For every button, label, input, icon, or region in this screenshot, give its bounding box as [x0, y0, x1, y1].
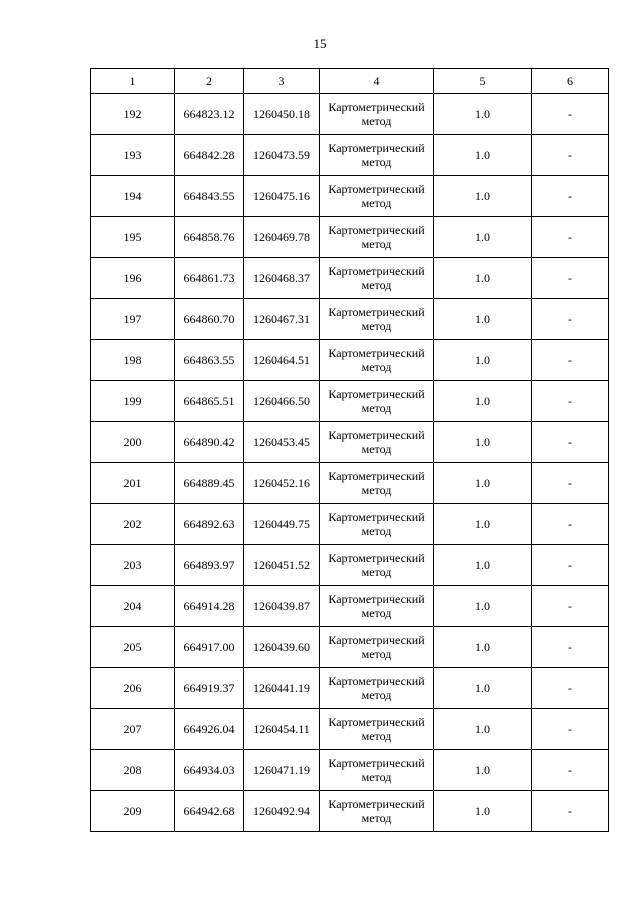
- x-coordinate-cell: 664865.51: [175, 381, 244, 422]
- table-row: [91, 217, 609, 258]
- method-line-2: метод: [361, 319, 392, 333]
- note-cell: -: [532, 94, 609, 135]
- y-coordinate-cell: 1260469.78: [244, 217, 320, 258]
- method-cell: [320, 135, 434, 176]
- y-coordinate-cell: 1260452.16: [244, 463, 320, 504]
- method-cell: [320, 299, 434, 340]
- method-line-1: Картометрический: [328, 797, 425, 811]
- accuracy-cell: 1.0: [434, 668, 532, 709]
- y-coordinate-cell: 1260468.37: [244, 258, 320, 299]
- accuracy-cell: 1.0: [434, 750, 532, 791]
- method-line-1: Картометрический: [328, 551, 425, 565]
- point-number-cell: 207: [91, 709, 175, 750]
- note-cell: -: [532, 627, 609, 668]
- method-line-1: Картометрический: [328, 756, 425, 770]
- method-line-1: Картометрический: [328, 305, 425, 319]
- point-number-cell: 206: [91, 668, 175, 709]
- x-coordinate-cell: 664860.70: [175, 299, 244, 340]
- table-row: [91, 586, 609, 627]
- method-cell: [320, 422, 434, 463]
- accuracy-cell: 1.0: [434, 709, 532, 750]
- method-line-1: Картометрический: [328, 346, 425, 360]
- accuracy-cell: 1.0: [434, 791, 532, 832]
- table-row: [91, 340, 609, 381]
- y-coordinate-cell: 1260492.94: [244, 791, 320, 832]
- note-cell: -: [532, 135, 609, 176]
- x-coordinate-cell: 664843.55: [175, 176, 244, 217]
- method-cell: [320, 709, 434, 750]
- method-cell: [320, 750, 434, 791]
- accuracy-cell: 1.0: [434, 340, 532, 381]
- point-number-cell: 199: [91, 381, 175, 422]
- y-coordinate-cell: 1260439.87: [244, 586, 320, 627]
- x-coordinate-cell: 664892.63: [175, 504, 244, 545]
- method-cell: [320, 258, 434, 299]
- note-cell: -: [532, 422, 609, 463]
- x-coordinate-cell: 664858.76: [175, 217, 244, 258]
- note-cell: -: [532, 258, 609, 299]
- accuracy-cell: 1.0: [434, 94, 532, 135]
- note-cell: -: [532, 381, 609, 422]
- accuracy-cell: 1.0: [434, 258, 532, 299]
- method-line-1: Картометрический: [328, 633, 425, 647]
- table-row: [91, 504, 609, 545]
- point-number-cell: 200: [91, 422, 175, 463]
- x-coordinate-cell: 664893.97: [175, 545, 244, 586]
- y-coordinate-cell: 1260454.11: [244, 709, 320, 750]
- x-coordinate-cell: 664919.37: [175, 668, 244, 709]
- table-row: [91, 176, 609, 217]
- method-cell: [320, 176, 434, 217]
- method-line-1: Картометрический: [328, 264, 425, 278]
- table-row: [91, 258, 609, 299]
- method-line-2: метод: [361, 565, 392, 579]
- y-coordinate-cell: 1260439.60: [244, 627, 320, 668]
- point-number-cell: 197: [91, 299, 175, 340]
- note-cell: -: [532, 791, 609, 832]
- point-number-cell: 202: [91, 504, 175, 545]
- method-line-2: метод: [361, 114, 392, 128]
- point-number-cell: 208: [91, 750, 175, 791]
- method-line-1: Картометрический: [328, 223, 425, 237]
- method-line-2: метод: [361, 729, 392, 743]
- page-number: 15: [313, 36, 327, 51]
- table-row: [91, 299, 609, 340]
- method-line-1: Картометрический: [328, 182, 425, 196]
- note-cell: -: [532, 340, 609, 381]
- method-line-1: Картометрический: [328, 674, 425, 688]
- method-line-1: Картометрический: [328, 141, 425, 155]
- point-number-cell: 193: [91, 135, 175, 176]
- accuracy-cell: 1.0: [434, 463, 532, 504]
- column-header: 4: [320, 69, 434, 94]
- accuracy-cell: 1.0: [434, 586, 532, 627]
- method-line-2: метод: [361, 606, 392, 620]
- method-line-2: метод: [361, 811, 392, 825]
- note-cell: -: [532, 176, 609, 217]
- accuracy-cell: 1.0: [434, 381, 532, 422]
- note-cell: -: [532, 217, 609, 258]
- point-number-cell: 204: [91, 586, 175, 627]
- accuracy-cell: 1.0: [434, 545, 532, 586]
- method-line-2: метод: [361, 770, 392, 784]
- point-number-cell: 209: [91, 791, 175, 832]
- method-cell: [320, 586, 434, 627]
- point-number-cell: 198: [91, 340, 175, 381]
- method-line-1: Картометрический: [328, 715, 425, 729]
- point-number-cell: 195: [91, 217, 175, 258]
- note-cell: -: [532, 463, 609, 504]
- table-row: [91, 545, 609, 586]
- note-cell: -: [532, 504, 609, 545]
- method-cell: [320, 791, 434, 832]
- accuracy-cell: 1.0: [434, 176, 532, 217]
- table-row: [91, 791, 609, 832]
- note-cell: -: [532, 750, 609, 791]
- y-coordinate-cell: 1260464.51: [244, 340, 320, 381]
- point-number-cell: 192: [91, 94, 175, 135]
- column-header: 2: [175, 69, 244, 94]
- table-row: [91, 627, 609, 668]
- y-coordinate-cell: 1260466.50: [244, 381, 320, 422]
- y-coordinate-cell: 1260471.19: [244, 750, 320, 791]
- x-coordinate-cell: 664942.68: [175, 791, 244, 832]
- accuracy-cell: 1.0: [434, 422, 532, 463]
- table-row: [91, 668, 609, 709]
- y-coordinate-cell: 1260453.45: [244, 422, 320, 463]
- x-coordinate-cell: 664917.00: [175, 627, 244, 668]
- method-line-2: метод: [361, 524, 392, 538]
- column-header: 1: [91, 69, 175, 94]
- method-line-2: метод: [361, 647, 392, 661]
- accuracy-cell: 1.0: [434, 135, 532, 176]
- method-line-2: метод: [361, 155, 392, 169]
- point-number-cell: 194: [91, 176, 175, 217]
- method-cell: [320, 627, 434, 668]
- table-row: [91, 750, 609, 791]
- method-line-2: метод: [361, 196, 392, 210]
- x-coordinate-cell: 664926.04: [175, 709, 244, 750]
- note-cell: -: [532, 586, 609, 627]
- x-coordinate-cell: 664914.28: [175, 586, 244, 627]
- method-line-2: метод: [361, 442, 392, 456]
- point-number-cell: 196: [91, 258, 175, 299]
- method-cell: [320, 340, 434, 381]
- method-cell: [320, 217, 434, 258]
- note-cell: -: [532, 709, 609, 750]
- y-coordinate-cell: 1260441.19: [244, 668, 320, 709]
- note-cell: -: [532, 545, 609, 586]
- x-coordinate-cell: 664861.73: [175, 258, 244, 299]
- method-line-2: метод: [361, 278, 392, 292]
- accuracy-cell: 1.0: [434, 299, 532, 340]
- y-coordinate-cell: 1260475.16: [244, 176, 320, 217]
- method-line-1: Картометрический: [328, 387, 425, 401]
- column-header: 3: [244, 69, 320, 94]
- table-row: [91, 135, 609, 176]
- method-line-2: метод: [361, 483, 392, 497]
- y-coordinate-cell: 1260473.59: [244, 135, 320, 176]
- x-coordinate-cell: 664863.55: [175, 340, 244, 381]
- method-cell: [320, 381, 434, 422]
- x-coordinate-cell: 664890.42: [175, 422, 244, 463]
- column-header: 5: [434, 69, 532, 94]
- method-cell: [320, 94, 434, 135]
- method-cell: [320, 504, 434, 545]
- method-line-2: метод: [361, 237, 392, 251]
- method-line-1: Картометрический: [328, 592, 425, 606]
- accuracy-cell: 1.0: [434, 627, 532, 668]
- method-line-1: Картометрический: [328, 469, 425, 483]
- x-coordinate-cell: 664889.45: [175, 463, 244, 504]
- method-line-2: метод: [361, 360, 392, 374]
- y-coordinate-cell: 1260449.75: [244, 504, 320, 545]
- method-line-1: Картометрический: [328, 428, 425, 442]
- method-line-2: метод: [361, 688, 392, 702]
- note-cell: -: [532, 668, 609, 709]
- x-coordinate-cell: 664842.28: [175, 135, 244, 176]
- table-row: [91, 422, 609, 463]
- table-row: [91, 463, 609, 504]
- method-line-1: Картометрический: [328, 510, 425, 524]
- point-number-cell: 203: [91, 545, 175, 586]
- method-cell: [320, 668, 434, 709]
- y-coordinate-cell: 1260450.18: [244, 94, 320, 135]
- table-row: [91, 709, 609, 750]
- method-cell: [320, 545, 434, 586]
- point-number-cell: 205: [91, 627, 175, 668]
- note-cell: -: [532, 299, 609, 340]
- accuracy-cell: 1.0: [434, 504, 532, 545]
- point-number-cell: 201: [91, 463, 175, 504]
- coordinates-table: [90, 68, 609, 832]
- column-header: 6: [532, 69, 609, 94]
- x-coordinate-cell: 664823.12: [175, 94, 244, 135]
- method-line-2: метод: [361, 401, 392, 415]
- table-row: [91, 94, 609, 135]
- y-coordinate-cell: 1260451.52: [244, 545, 320, 586]
- y-coordinate-cell: 1260467.31: [244, 299, 320, 340]
- x-coordinate-cell: 664934.03: [175, 750, 244, 791]
- accuracy-cell: 1.0: [434, 217, 532, 258]
- table-header-row: [91, 69, 609, 94]
- method-cell: [320, 463, 434, 504]
- method-line-1: Картометрический: [328, 100, 425, 114]
- table-row: [91, 381, 609, 422]
